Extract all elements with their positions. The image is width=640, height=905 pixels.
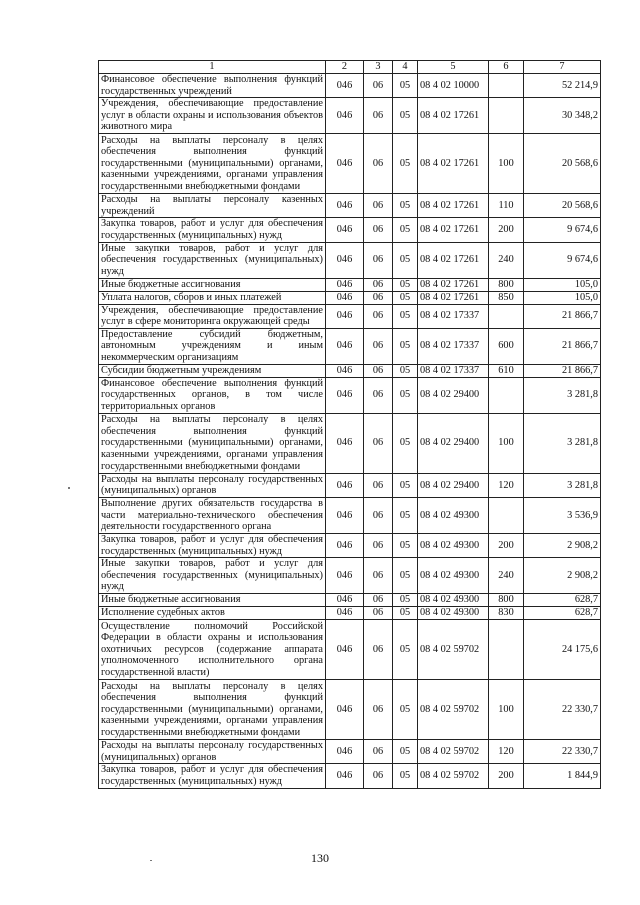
expense-type-cell: 120 xyxy=(489,473,524,497)
target-article-cell: 08 4 02 29400 xyxy=(418,377,489,413)
target-article-cell: 08 4 02 49300 xyxy=(418,594,489,607)
ministry-code-cell: 046 xyxy=(326,607,364,620)
section-code-cell: 06 xyxy=(364,194,393,218)
section-code-cell: 06 xyxy=(364,377,393,413)
expense-name-cell: Финансовое обеспечение выполнения функций государственных органов, в том числе территориальных органов xyxy=(99,377,326,413)
column-header: 2 xyxy=(326,61,364,74)
target-article-cell: 08 4 02 17337 xyxy=(418,304,489,328)
expense-name-cell: Учреждения, обеспечивающие предоставление услуг в сфере мониторинга окружающей среды xyxy=(99,304,326,328)
amount-cell: 628,7 xyxy=(524,607,601,620)
expense-name-cell: Иные бюджетные ассигнования xyxy=(99,278,326,291)
ministry-code-cell: 046 xyxy=(326,328,364,364)
column-header: 7 xyxy=(524,61,601,74)
ministry-code-cell: 046 xyxy=(326,377,364,413)
target-article-cell: 08 4 02 49300 xyxy=(418,607,489,620)
expense-name-cell: Закупка товаров, работ и услуг для обеспечения государственных (муниципальных) нужд xyxy=(99,218,326,242)
expense-name-cell: Расходы на выплаты персоналу в целях обеспечения выполнения функций государственными (муниципальными) органами, казенными учреждениями, органами управления государственными внебюджетными фондами xyxy=(99,680,326,740)
subsection-code-cell: 05 xyxy=(393,594,418,607)
expense-type-cell xyxy=(489,98,524,134)
amount-cell: 2 908,2 xyxy=(524,533,601,557)
amount-cell: 628,7 xyxy=(524,594,601,607)
expense-type-cell: 100 xyxy=(489,134,524,194)
subsection-code-cell: 05 xyxy=(393,328,418,364)
amount-cell: 22 330,7 xyxy=(524,680,601,740)
expense-type-cell xyxy=(489,497,524,533)
ministry-code-cell: 046 xyxy=(326,218,364,242)
subsection-code-cell: 05 xyxy=(393,194,418,218)
target-article-cell: 08 4 02 17337 xyxy=(418,328,489,364)
expense-name-cell: Закупка товаров, работ и услуг для обеспечения государственных (муниципальных) нужд xyxy=(99,764,326,788)
ministry-code-cell: 046 xyxy=(326,740,364,764)
expense-name-cell: Иные бюджетные ассигнования xyxy=(99,594,326,607)
amount-cell: 20 568,6 xyxy=(524,134,601,194)
target-article-cell: 08 4 02 59702 xyxy=(418,740,489,764)
subsection-code-cell: 05 xyxy=(393,740,418,764)
target-article-cell: 08 4 02 10000 xyxy=(418,74,489,98)
column-header: 5 xyxy=(418,61,489,74)
ministry-code-cell: 046 xyxy=(326,764,364,788)
expense-type-cell: 610 xyxy=(489,364,524,377)
column-header: 3 xyxy=(364,61,393,74)
target-article-cell: 08 4 02 49300 xyxy=(418,558,489,594)
expense-name-cell: Субсидии бюджетным учреждениям xyxy=(99,364,326,377)
amount-cell: 9 674,6 xyxy=(524,242,601,278)
amount-cell: 2 908,2 xyxy=(524,558,601,594)
ministry-code-cell: 046 xyxy=(326,473,364,497)
expense-name-cell: Исполнение судебных актов xyxy=(99,607,326,620)
amount-cell: 3 281,8 xyxy=(524,377,601,413)
expense-type-cell xyxy=(489,304,524,328)
subsection-code-cell: 05 xyxy=(393,364,418,377)
ministry-code-cell: 046 xyxy=(326,194,364,218)
ministry-code-cell: 046 xyxy=(326,242,364,278)
target-article-cell: 08 4 02 59702 xyxy=(418,680,489,740)
section-code-cell: 06 xyxy=(364,533,393,557)
amount-cell: 21 866,7 xyxy=(524,364,601,377)
expense-type-cell: 200 xyxy=(489,533,524,557)
section-code-cell: 06 xyxy=(364,304,393,328)
table-row xyxy=(99,304,601,328)
table-row xyxy=(99,497,601,533)
target-article-cell: 08 4 02 17261 xyxy=(418,134,489,194)
section-code-cell: 06 xyxy=(364,740,393,764)
amount-cell: 3 281,8 xyxy=(524,473,601,497)
table-row xyxy=(99,278,601,291)
expense-name-cell: Учреждения, обеспечивающие предоставление услуг в области охраны и использования объектов животного мира xyxy=(99,98,326,134)
subsection-code-cell: 05 xyxy=(393,291,418,304)
target-article-cell: 08 4 02 17261 xyxy=(418,291,489,304)
expense-type-cell: 100 xyxy=(489,413,524,473)
table-row xyxy=(99,291,601,304)
target-article-cell: 08 4 02 29400 xyxy=(418,473,489,497)
expense-type-cell: 200 xyxy=(489,218,524,242)
expense-type-cell: 110 xyxy=(489,194,524,218)
table-row xyxy=(99,98,601,134)
expense-name-cell: Иные закупки товаров, работ и услуг для обеспечения государственных (муниципальных) нужд xyxy=(99,242,326,278)
subsection-code-cell: 05 xyxy=(393,558,418,594)
target-article-cell: 08 4 02 17261 xyxy=(418,278,489,291)
table-row xyxy=(99,364,601,377)
expense-name-cell: Выполнение других обязательств государства в части материально-технического обеспечения деятельности государственного органа xyxy=(99,497,326,533)
ministry-code-cell: 046 xyxy=(326,291,364,304)
target-article-cell: 08 4 02 29400 xyxy=(418,413,489,473)
target-article-cell: 08 4 02 17261 xyxy=(418,218,489,242)
section-code-cell: 06 xyxy=(364,764,393,788)
subsection-code-cell: 05 xyxy=(393,242,418,278)
scan-speck xyxy=(68,487,70,489)
section-code-cell: 06 xyxy=(364,218,393,242)
section-code-cell: 06 xyxy=(364,278,393,291)
subsection-code-cell: 05 xyxy=(393,764,418,788)
expense-type-cell: 200 xyxy=(489,764,524,788)
ministry-code-cell: 046 xyxy=(326,364,364,377)
target-article-cell: 08 4 02 17261 xyxy=(418,194,489,218)
amount-cell: 24 175,6 xyxy=(524,620,601,680)
table-row xyxy=(99,473,601,497)
table-header-row xyxy=(99,61,601,74)
expense-type-cell: 600 xyxy=(489,328,524,364)
ministry-code-cell: 046 xyxy=(326,74,364,98)
target-article-cell: 08 4 02 17261 xyxy=(418,242,489,278)
amount-cell: 105,0 xyxy=(524,278,601,291)
table-row xyxy=(99,607,601,620)
table-row xyxy=(99,377,601,413)
section-code-cell: 06 xyxy=(364,413,393,473)
expense-type-cell xyxy=(489,377,524,413)
expense-type-cell: 240 xyxy=(489,242,524,278)
amount-cell: 9 674,6 xyxy=(524,218,601,242)
ministry-code-cell: 046 xyxy=(326,134,364,194)
ministry-code-cell: 046 xyxy=(326,497,364,533)
expense-type-cell: 800 xyxy=(489,278,524,291)
table-row xyxy=(99,328,601,364)
subsection-code-cell: 05 xyxy=(393,620,418,680)
page-number: 130 xyxy=(311,851,329,865)
ministry-code-cell: 046 xyxy=(326,594,364,607)
expense-name-cell: Расходы на выплаты персоналу в целях обеспечения выполнения функций государственными (муниципальными) органами, казенными учреждениями, органами управления государственными внебюджетными фондами xyxy=(99,134,326,194)
section-code-cell: 06 xyxy=(364,473,393,497)
ministry-code-cell: 046 xyxy=(326,98,364,134)
subsection-code-cell: 05 xyxy=(393,473,418,497)
ministry-code-cell: 046 xyxy=(326,558,364,594)
section-code-cell: 06 xyxy=(364,607,393,620)
subsection-code-cell: 05 xyxy=(393,413,418,473)
ministry-code-cell: 046 xyxy=(326,413,364,473)
expense-name-cell: Расходы на выплаты персоналу государственных (муниципальных) органов xyxy=(99,740,326,764)
expense-name-cell: Закупка товаров, работ и услуг для обеспечения государственных (муниципальных) нужд xyxy=(99,533,326,557)
table-row xyxy=(99,413,601,473)
expense-name-cell: Уплата налогов, сборов и иных платежей xyxy=(99,291,326,304)
amount-cell: 105,0 xyxy=(524,291,601,304)
table-row xyxy=(99,680,601,740)
column-header: 4 xyxy=(393,61,418,74)
subsection-code-cell: 05 xyxy=(393,377,418,413)
table-row xyxy=(99,558,601,594)
section-code-cell: 06 xyxy=(364,364,393,377)
target-article-cell: 08 4 02 17261 xyxy=(418,98,489,134)
ministry-code-cell: 046 xyxy=(326,278,364,291)
ministry-code-cell: 046 xyxy=(326,680,364,740)
expense-type-cell: 120 xyxy=(489,740,524,764)
table-row xyxy=(99,620,601,680)
target-article-cell: 08 4 02 59702 xyxy=(418,764,489,788)
section-code-cell: 06 xyxy=(364,242,393,278)
section-code-cell: 06 xyxy=(364,134,393,194)
table-row xyxy=(99,74,601,98)
section-code-cell: 06 xyxy=(364,620,393,680)
section-code-cell: 06 xyxy=(364,291,393,304)
budget-table xyxy=(98,60,601,789)
section-code-cell: 06 xyxy=(364,594,393,607)
table-row xyxy=(99,242,601,278)
table-row xyxy=(99,134,601,194)
expense-type-cell: 240 xyxy=(489,558,524,594)
ministry-code-cell: 046 xyxy=(326,620,364,680)
expense-name-cell: Расходы на выплаты персоналу в целях обеспечения выполнения функций государственными (муниципальными) органами, казенными учреждениями, органами управления государственными внебюджетными фондами xyxy=(99,413,326,473)
amount-cell: 22 330,7 xyxy=(524,740,601,764)
section-code-cell: 06 xyxy=(364,74,393,98)
target-article-cell: 08 4 02 59702 xyxy=(418,620,489,680)
ministry-code-cell: 046 xyxy=(326,304,364,328)
target-article-cell: 08 4 02 49300 xyxy=(418,533,489,557)
expense-type-cell: 830 xyxy=(489,607,524,620)
amount-cell: 1 844,9 xyxy=(524,764,601,788)
table-row xyxy=(99,194,601,218)
subsection-code-cell: 05 xyxy=(393,533,418,557)
table-row xyxy=(99,533,601,557)
expense-type-cell xyxy=(489,620,524,680)
expense-name-cell: Расходы на выплаты персоналу государственных (муниципальных) органов xyxy=(99,473,326,497)
expense-name-cell: Расходы на выплаты персоналу казенных учреждений xyxy=(99,194,326,218)
amount-cell: 3 536,9 xyxy=(524,497,601,533)
table-body xyxy=(99,74,601,789)
amount-cell: 3 281,8 xyxy=(524,413,601,473)
amount-cell: 21 866,7 xyxy=(524,304,601,328)
expense-type-cell: 100 xyxy=(489,680,524,740)
subsection-code-cell: 05 xyxy=(393,497,418,533)
section-code-cell: 06 xyxy=(364,680,393,740)
table-row xyxy=(99,218,601,242)
amount-cell: 52 214,9 xyxy=(524,74,601,98)
expense-type-cell xyxy=(489,74,524,98)
expense-name-cell: Иные закупки товаров, работ и услуг для обеспечения государственных (муниципальных) нужд xyxy=(99,558,326,594)
subsection-code-cell: 05 xyxy=(393,134,418,194)
column-header: 6 xyxy=(489,61,524,74)
section-code-cell: 06 xyxy=(364,98,393,134)
subsection-code-cell: 05 xyxy=(393,278,418,291)
section-code-cell: 06 xyxy=(364,558,393,594)
section-code-cell: 06 xyxy=(364,497,393,533)
section-code-cell: 06 xyxy=(364,328,393,364)
subsection-code-cell: 05 xyxy=(393,680,418,740)
subsection-code-cell: 05 xyxy=(393,304,418,328)
subsection-code-cell: 05 xyxy=(393,98,418,134)
subsection-code-cell: 05 xyxy=(393,218,418,242)
table-row xyxy=(99,594,601,607)
expense-name-cell: Финансовое обеспечение выполнения функций государственных учреждений xyxy=(99,74,326,98)
target-article-cell: 08 4 02 17337 xyxy=(418,364,489,377)
subsection-code-cell: 05 xyxy=(393,607,418,620)
expense-type-cell: 800 xyxy=(489,594,524,607)
expense-name-cell: Предоставление субсидий бюджетным, автономным учреждениям и иным некоммерческим организациям xyxy=(99,328,326,364)
ministry-code-cell: 046 xyxy=(326,533,364,557)
amount-cell: 30 348,2 xyxy=(524,98,601,134)
subsection-code-cell: 05 xyxy=(393,74,418,98)
amount-cell: 20 568,6 xyxy=(524,194,601,218)
target-article-cell: 08 4 02 49300 xyxy=(418,497,489,533)
expense-type-cell: 850 xyxy=(489,291,524,304)
table-row xyxy=(99,740,601,764)
column-header: 1 xyxy=(99,61,326,74)
amount-cell: 21 866,7 xyxy=(524,328,601,364)
expense-name-cell: Осуществление полномочий Российской Федерации в области охраны и использования охотничьих ресурсов (содержание аппарата уполномоченного исполнительного органа государственной власти) xyxy=(99,620,326,680)
table-row xyxy=(99,764,601,788)
